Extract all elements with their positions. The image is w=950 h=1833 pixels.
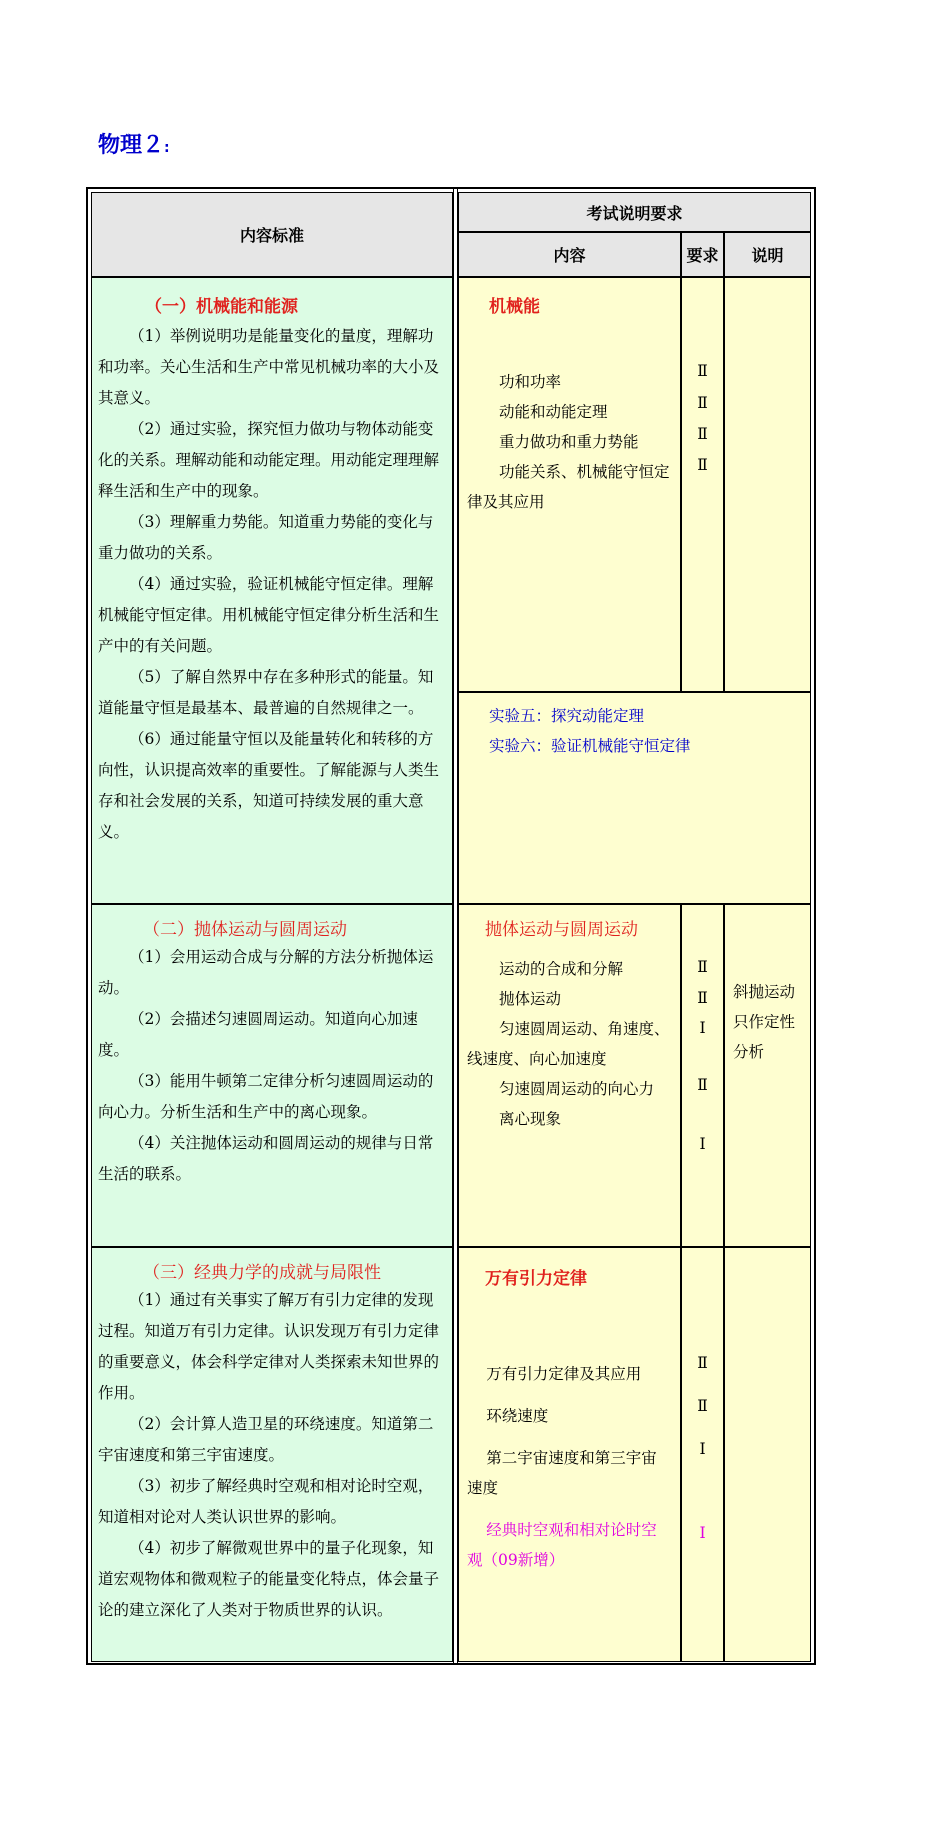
level-mark: Ⅰ	[699, 1019, 706, 1037]
section-3-content	[458, 1247, 681, 1662]
header-content-standard: 内容标准	[91, 192, 453, 277]
section-2-item: 匀速圆周运动、角速度、线速度、向心加速度	[467, 1020, 670, 1068]
header-col-note: 说明	[724, 232, 811, 277]
section-2-paragraph: （2）会描述匀速圆周运动。知道向心加速度。	[98, 1010, 418, 1059]
section-3-paragraph: （2）会计算人造卫星的环绕速度。知道第二宇宙速度和第三宇宙速度。	[98, 1415, 434, 1464]
section-2-title: （二）抛体运动与圆周运动	[143, 920, 347, 940]
section-1-paragraph: （5）了解自然界中存在多种形式的能量。知道能量守恒是最基本、最普遍的自然规律之一。	[98, 668, 434, 717]
requirements-table	[86, 187, 816, 1665]
level-mark: Ⅱ	[697, 1076, 708, 1094]
level-mark: Ⅰ	[699, 1135, 706, 1153]
section-1-item: 功和功率	[499, 373, 562, 391]
section-3-item: 经典时空观和相对论时空观（09新增）	[467, 1521, 657, 1569]
header-exam-requirements: 考试说明要求	[458, 192, 811, 232]
level-mark: Ⅱ	[697, 425, 708, 443]
section-3-item: 万有引力定律及其应用	[486, 1365, 642, 1383]
section-2-content	[458, 904, 681, 1247]
section-1-item: 动能和动能定理	[499, 403, 608, 421]
section-2-levels	[681, 904, 724, 1247]
section-1-note	[724, 277, 811, 692]
section-1-levels	[681, 277, 724, 692]
page-title: 物理２:	[98, 133, 170, 158]
level-mark: Ⅱ	[697, 362, 708, 380]
section-3-exam-title: 万有引力定律	[485, 1269, 587, 1289]
section-2-exam-title: 抛体运动与圆周运动	[485, 920, 638, 940]
level-mark: Ⅱ	[697, 456, 708, 474]
experiment-item: 实验六：验证机械能守恒定律	[489, 737, 691, 755]
section-2-paragraph: （4）关注抛体运动和圆周运动的规律与日常生活的联系。	[98, 1134, 434, 1183]
section-1-experiments	[458, 692, 811, 904]
section-3-title: （三）经典力学的成就与局限性	[143, 1263, 381, 1283]
section-2-item: 运动的合成和分解	[499, 960, 624, 978]
section-2-note: 斜抛运动只作定性分析	[724, 904, 811, 1247]
section-3-paragraph: （3）初步了解经典时空观和相对论时空观，知道相对论对人类认识世界的影响。	[98, 1477, 434, 1526]
header-col-requirement: 要求	[681, 232, 724, 277]
experiment-item: 实验五：探究动能定理	[489, 707, 645, 725]
level-mark: Ⅱ	[697, 394, 708, 412]
section-3-paragraph: （4）初步了解微观世界中的量子化现象，知道宏观物体和微观粒子的能量变化特点，体会量子论的建立深化了人类对于物质世界的认识。	[98, 1539, 440, 1619]
section-2-item: 匀速圆周运动的向心力	[499, 1080, 655, 1098]
section-2-item: 离心现象	[499, 1110, 562, 1128]
section-2-paragraph: （1）会用运动合成与分解的方法分析抛体运动。	[98, 948, 434, 997]
column-divider	[453, 189, 458, 1663]
section-1-paragraph: （6）通过能量守恒以及能量转化和转移的方向性，认识提高效率的重要性。了解能源与人类生存和社会发展的关系，知道可持续发展的重大意义。	[98, 730, 440, 841]
level-mark: Ⅰ	[699, 1524, 706, 1542]
section-2-standard	[91, 904, 453, 1247]
level-mark: Ⅰ	[699, 1440, 706, 1458]
section-1-content	[458, 277, 681, 692]
section-1-title: （一）机械能和能源	[145, 297, 298, 317]
header-col-content: 内容	[458, 232, 681, 277]
section-2-paragraph: （3）能用牛顿第二定律分析匀速圆周运动的向心力。分析生活和生产中的离心现象。	[98, 1072, 434, 1121]
level-mark: Ⅱ	[697, 989, 708, 1007]
section-3-note	[724, 1247, 811, 1662]
section-1-item: 功能关系、机械能守恒定律及其应用	[467, 463, 670, 511]
level-mark: Ⅱ	[697, 958, 708, 976]
section-2-item: 抛体运动	[499, 990, 562, 1008]
section-1-paragraph: （4）通过实验，验证机械能守恒定律。理解机械能守恒定律。用机械能守恒定律分析生活和生产中的有关问题。	[98, 575, 440, 655]
level-mark: Ⅱ	[697, 1354, 708, 1372]
section-1-exam-title: 机械能	[489, 297, 540, 317]
section-1-standard	[91, 277, 453, 904]
section-1-paragraph: （2）通过实验，探究恒力做功与物体动能变化的关系。理解动能和动能定理。用动能定理理解释生活和生产中的现象。	[98, 420, 440, 500]
section-1-paragraph: （1）举例说明功是能量变化的量度，理解功和功率。关心生活和生产中常见机械功率的大小及其意义。	[98, 327, 440, 407]
section-3-levels	[681, 1247, 724, 1662]
section-3-standard	[91, 1247, 453, 1662]
section-1-item: 重力做功和重力势能	[499, 433, 639, 451]
section-3-paragraph: （1）通过有关事实了解万有引力定律的发现过程。知道万有引力定律。认识发现万有引力定律的重要意义，体会科学定律对人类探索未知世界的作用。	[98, 1291, 440, 1402]
section-3-item: 环绕速度	[486, 1407, 549, 1425]
section-3-item: 第二宇宙速度和第三宇宙速度	[467, 1449, 657, 1497]
section-1-paragraph: （3）理解重力势能。知道重力势能的变化与重力做功的关系。	[98, 513, 434, 562]
level-mark: Ⅱ	[697, 1397, 708, 1415]
